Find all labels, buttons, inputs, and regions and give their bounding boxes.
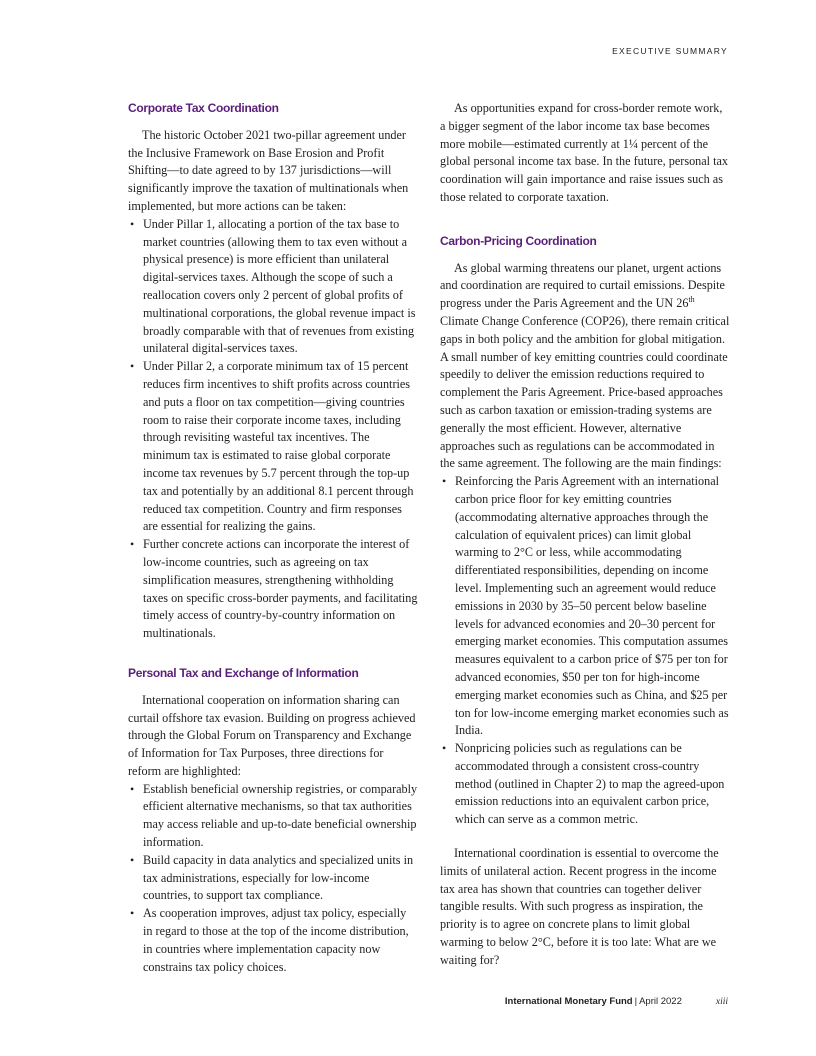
- page-footer: [505, 996, 728, 1007]
- remote-work-paragraph: As opportunities expand for cross-border remote work, a bigger segment of the labor income tax base becomes more mobile—estimated currently at 1¼ percent of the global personal income tax base. In the future, personal tax coordination will gain importance and raise issues such as those related to corporate taxation.: [440, 101, 729, 204]
- bullet-icon: •: [130, 781, 135, 796]
- corporate-tax-bullet-list: [128, 216, 418, 643]
- list-item: • Establish beneficial ownership registries, or comparably efficient alternative mechanisms, so that tax authorities may access reliable and up-to-date beneficial ownership information.: [130, 781, 418, 850]
- corporate-tax-heading: Corporate Tax Coordination: [128, 101, 279, 115]
- bullet-icon: •: [442, 741, 447, 756]
- bullet-icon: •: [130, 537, 135, 552]
- list-item: • Under Pillar 1, allocating a portion of the tax base to market countries (allowing them to tax even without a physical presence) is more efficient than unilateral digital-services taxes. Although the scope of such a reallocation covers only 2 percent of global profits of multinational corporations, the global revenue impact is broadly comparable with that of revenues from existing unilateral digital-services taxes.: [130, 216, 416, 356]
- bullet-icon: •: [130, 216, 135, 231]
- footer-separator: |: [634, 996, 638, 1007]
- bullet-icon: •: [442, 474, 447, 489]
- carbon-pricing-heading: Carbon-Pricing Coordination: [440, 233, 597, 248]
- bullet-icon: •: [130, 852, 135, 867]
- carbon-pricing-bullet-list: [440, 473, 730, 829]
- footer-organization: International Monetary Fund: [504, 996, 633, 1007]
- right-column: [440, 100, 730, 970]
- section-spacer: [128, 643, 418, 665]
- section-spacer: [440, 207, 730, 233]
- paragraph-spacer: [440, 829, 730, 845]
- list-item: • Reinforcing the Paris Agreement with an international carbon price floor for key emitting countries (accommodating alternative approaches through the calculation of equivalent prices) can limit global warming to 2°C or less, while accommodating differentiated responsibilities, depending on income level. Implementing such an agreement would reduce emissions in 2030 by 35–50 percent below baseline levels for advanced economies and 20–30 percent for emerging market economies. This computation assumes measures equivalent to a carbon price of $75 per ton for advanced economies, $50 per ton for high-income emerging market economies such as China, and $25 per ton for low-income emerging market economies such as India.: [442, 474, 729, 738]
- bullet-icon: •: [130, 906, 135, 921]
- left-column: [128, 100, 418, 976]
- personal-tax-heading: Personal Tax and Exchange of Information: [128, 665, 359, 680]
- list-item: • Under Pillar 2, a corporate minimum tax of 15 percent reduces firm incentives to shift profits across countries and puts a floor on tax competition—giving countries room to raise their corporate income taxes, including through revisiting wasteful tax incentives. The minimum tax is estimated to raise global corporate income tax revenues by 5.7 percent through the top-up tax and potentially by an additional 8.1 percent through reduced tax competition. Country and firm responses are essential for realizing the gains.: [130, 359, 414, 534]
- carbon-pricing-intro: As global warming threatens our planet, urgent actions and coordination are required to curtail emissions. Despite progress under the Paris Agreement and the UN 26th Climate Change Conference (COP26), there remain critical gaps in both policy and the ambition for global mitigation. A small number of key emitting countries could coordinate speedily to deliver the emission reductions required to complement the Paris Agreement. Price-based approaches such as carbon taxation or emission-trading systems are generally the most efficient. However, alternative approaches such as regulations can be accommodated in the same agreement. The following are the main findings:: [440, 260, 730, 471]
- list-item: • Nonpricing policies such as regulations can be accommodated through a consistent cross-country method (outlined in Chapter 2) to map the agreed-upon emission reductions into an equivalent carbon price, which can serve as a common metric.: [442, 741, 725, 827]
- running-header: EXECUTIVE SUMMARY: [612, 46, 728, 56]
- personal-tax-bullet-list: [128, 781, 418, 977]
- list-item: • As cooperation improves, adjust tax policy, especially in regard to those at the top of the income distribution, in countries where implementation capacity now constrains tax policy choices.: [130, 906, 409, 974]
- corporate-tax-intro: The historic October 2021 two-pillar agreement under the Inclusive Framework on Base Erosion and Profit Shifting—to date agreed to by 137 jurisdictions—will significantly improve the taxation of multinationals when implemented, but more actions can be taken:: [128, 127, 409, 213]
- list-item: • Build capacity in data analytics and specialized units in tax administrations, especially for low-income countries, to support tax compliance.: [130, 852, 414, 903]
- footer-date: April 2022: [639, 996, 682, 1007]
- bullet-icon: •: [130, 359, 135, 374]
- list-item: • Further concrete actions can incorporate the interest of low-income countries, such as agreeing on tax simplification measures, strengthening withholding taxes on specific cross-border payments, and facilitating timely access of country-by-country information on multinationals.: [130, 537, 418, 641]
- page-number: xiii: [715, 997, 728, 1007]
- closing-paragraph: International coordination is essential to overcome the limits of unilateral action. Recent progress in the income tax area has shown that countries can together deliver tangible results. With such progress as inspiration, the priority is to agree on concrete plans to limit global warming to below 2°C, before it is too late: What are we waiting for?: [440, 846, 719, 967]
- personal-tax-intro: International cooperation on information sharing can curtail offshore tax evasion. Building on progress achieved through the Global Forum on Transparency and Exchange of Information for Tax Purposes, three directions for reform are highlighted:: [128, 692, 416, 778]
